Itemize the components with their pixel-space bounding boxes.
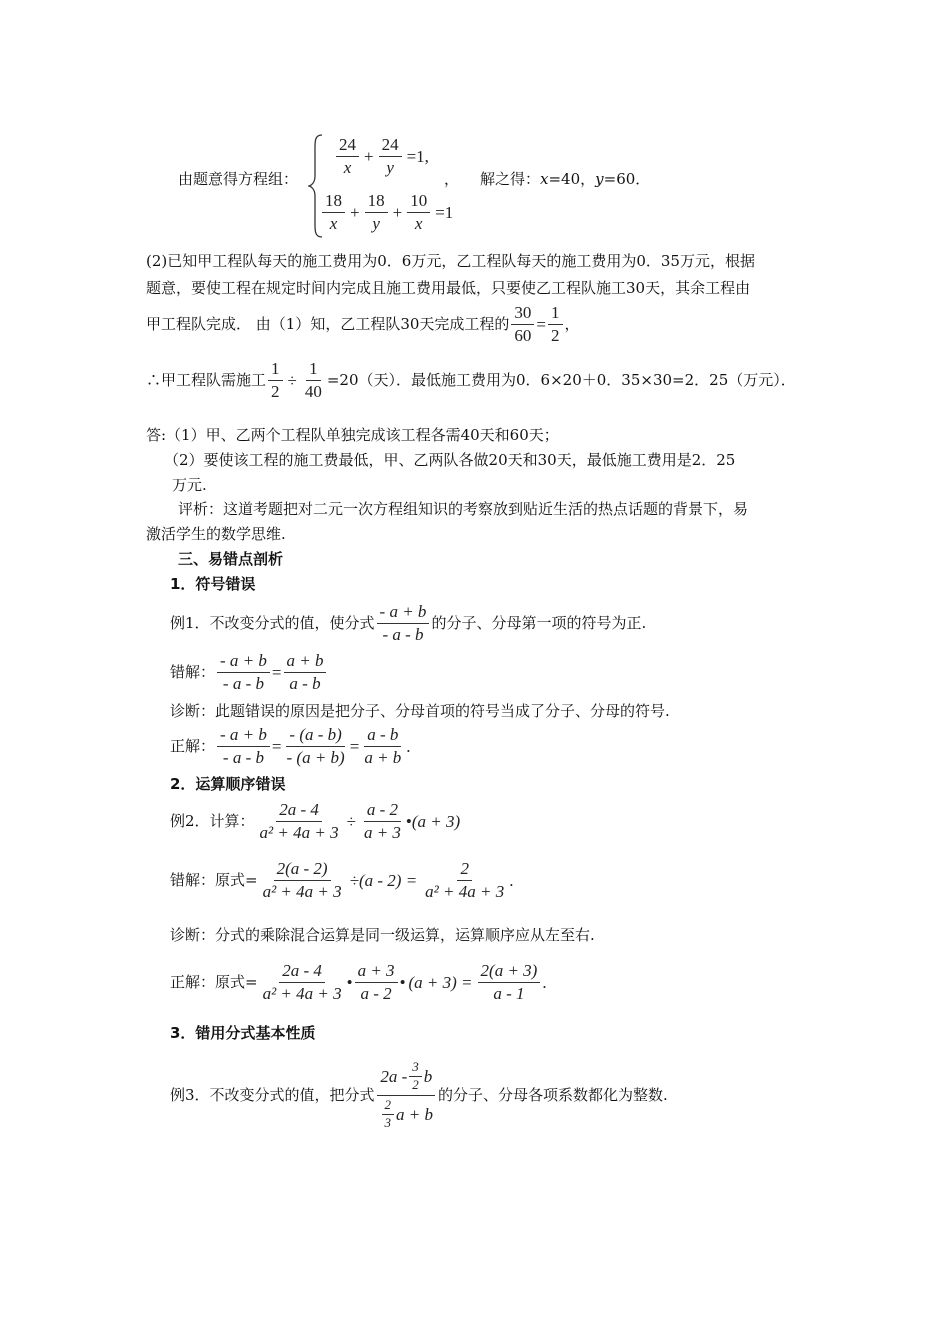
section3-title: 三、易错点剖析 <box>178 550 284 568</box>
answer-line2: （2）要使该工程的施工费最低，甲、乙两队各做20天和30天，最低施工费用是2．25 <box>164 451 736 469</box>
answer-line1: 答:（1）甲、乙两个工程队单独完成该工程各需40天和60天； <box>146 426 559 444</box>
item2-title: 2．运算顺序错误 <box>170 775 286 793</box>
item2-wrong: 错解：原式= $\frac{2(a - 2)}{\text{a² + 4a + 3}}$ ÷(a - 2) = $\frac{2}{\text{a² + 4a + 3}}$ . <box>170 859 514 901</box>
system-comma: ， <box>444 170 460 188</box>
item1-right: 正解： $\frac{- a + b}{- a - b}$ = $\frac{- (a - b)}{- (a + b)}$ = $\frac{a - b}{a + b}$ . <box>170 725 411 767</box>
part2-line4: ∴甲工程队需施工 $\frac{1}{2}$ ÷ $\frac{1}{40}$ =20（天）．最低施工费用为0．6×20＋0．35×30=2．25（万元）． <box>146 359 796 401</box>
answer-line3: 万元. <box>172 476 207 494</box>
system-eq1: $\frac{24}{x}$ + $\frac{24}{y}$ =1, <box>334 134 432 178</box>
part2-line3: 甲工程队完成． 由（1）知，乙工程队30天完成工程的 $\frac{30}{60}$ = $\frac{1}{2}$ ， <box>146 303 580 345</box>
system-solution: 解之得：x=40，y=60． <box>480 170 651 188</box>
item2-diagnosis: 诊断：分式的乘除混合运算是同一级运算，运算顺序应从左至右. <box>170 926 595 944</box>
item2-example: 例2．计算： $\frac{2a - 4}{\text{a² + 4a + 3}}$ ÷ $\frac{a - 2}{a + 3}$ • (a + 3) <box>170 800 461 842</box>
item2-right: 正解：原式= $\frac{2a - 4}{\text{a² + 4a + 3}}$ • $\frac{a + 3}{a - 2}$ • (a + 3) = $\frac{2(a + 3)}{a - 1}$ . <box>170 961 547 1003</box>
part2-line2: 题意，要使工程在规定时间内完成且施工费用最低，只要使乙工程队施工30天，其余工程由 <box>146 279 751 297</box>
item3-compound-fraction: 2a - $\frac{3}{2}$ b $\frac{2}{3}$ a + b <box>377 1058 436 1133</box>
item1-wrong: 错解： $\frac{- a + b}{- a - b}$ = $\frac{a + b}{a - b}$ <box>170 650 328 694</box>
system-eq2: $\frac{18}{x}$ + $\frac{18}{y}$ + $\frac{10}{x}$ =1 <box>320 190 456 234</box>
item1-title: 1．符号错误 <box>170 575 256 593</box>
item3-title: 3．错用分式基本性质 <box>170 1024 316 1042</box>
item1-diagnosis: 诊断：此题错误的原因是把分子、分母首项的符号当成了分子、分母的符号. <box>170 702 670 720</box>
system-label: 由题意得方程组： <box>178 170 299 188</box>
comment-line2: 激活学生的数学思维. <box>146 525 286 543</box>
comment-line1: 评析：这道考题把对二元一次方程组知识的考察放到贴近生活的热点话题的背景下，易 <box>178 500 749 518</box>
item3-example: 例3．不改变分式的值，把分式 2a - $\frac{3}{2}$ b $\frac{2}{3}$ a + b 的分子、分母各项系数都化为整数. <box>170 1058 668 1133</box>
item1-example: 例1．不改变分式的值，使分式 $\frac{- a + b}{- a - b}$ 的分子、分母第一项的符号为正. <box>170 602 647 644</box>
part2-line1: (2)已知甲工程队每天的施工费用为0．6万元，乙工程队每天的施工费用为0．35万元，根据 <box>146 252 755 270</box>
